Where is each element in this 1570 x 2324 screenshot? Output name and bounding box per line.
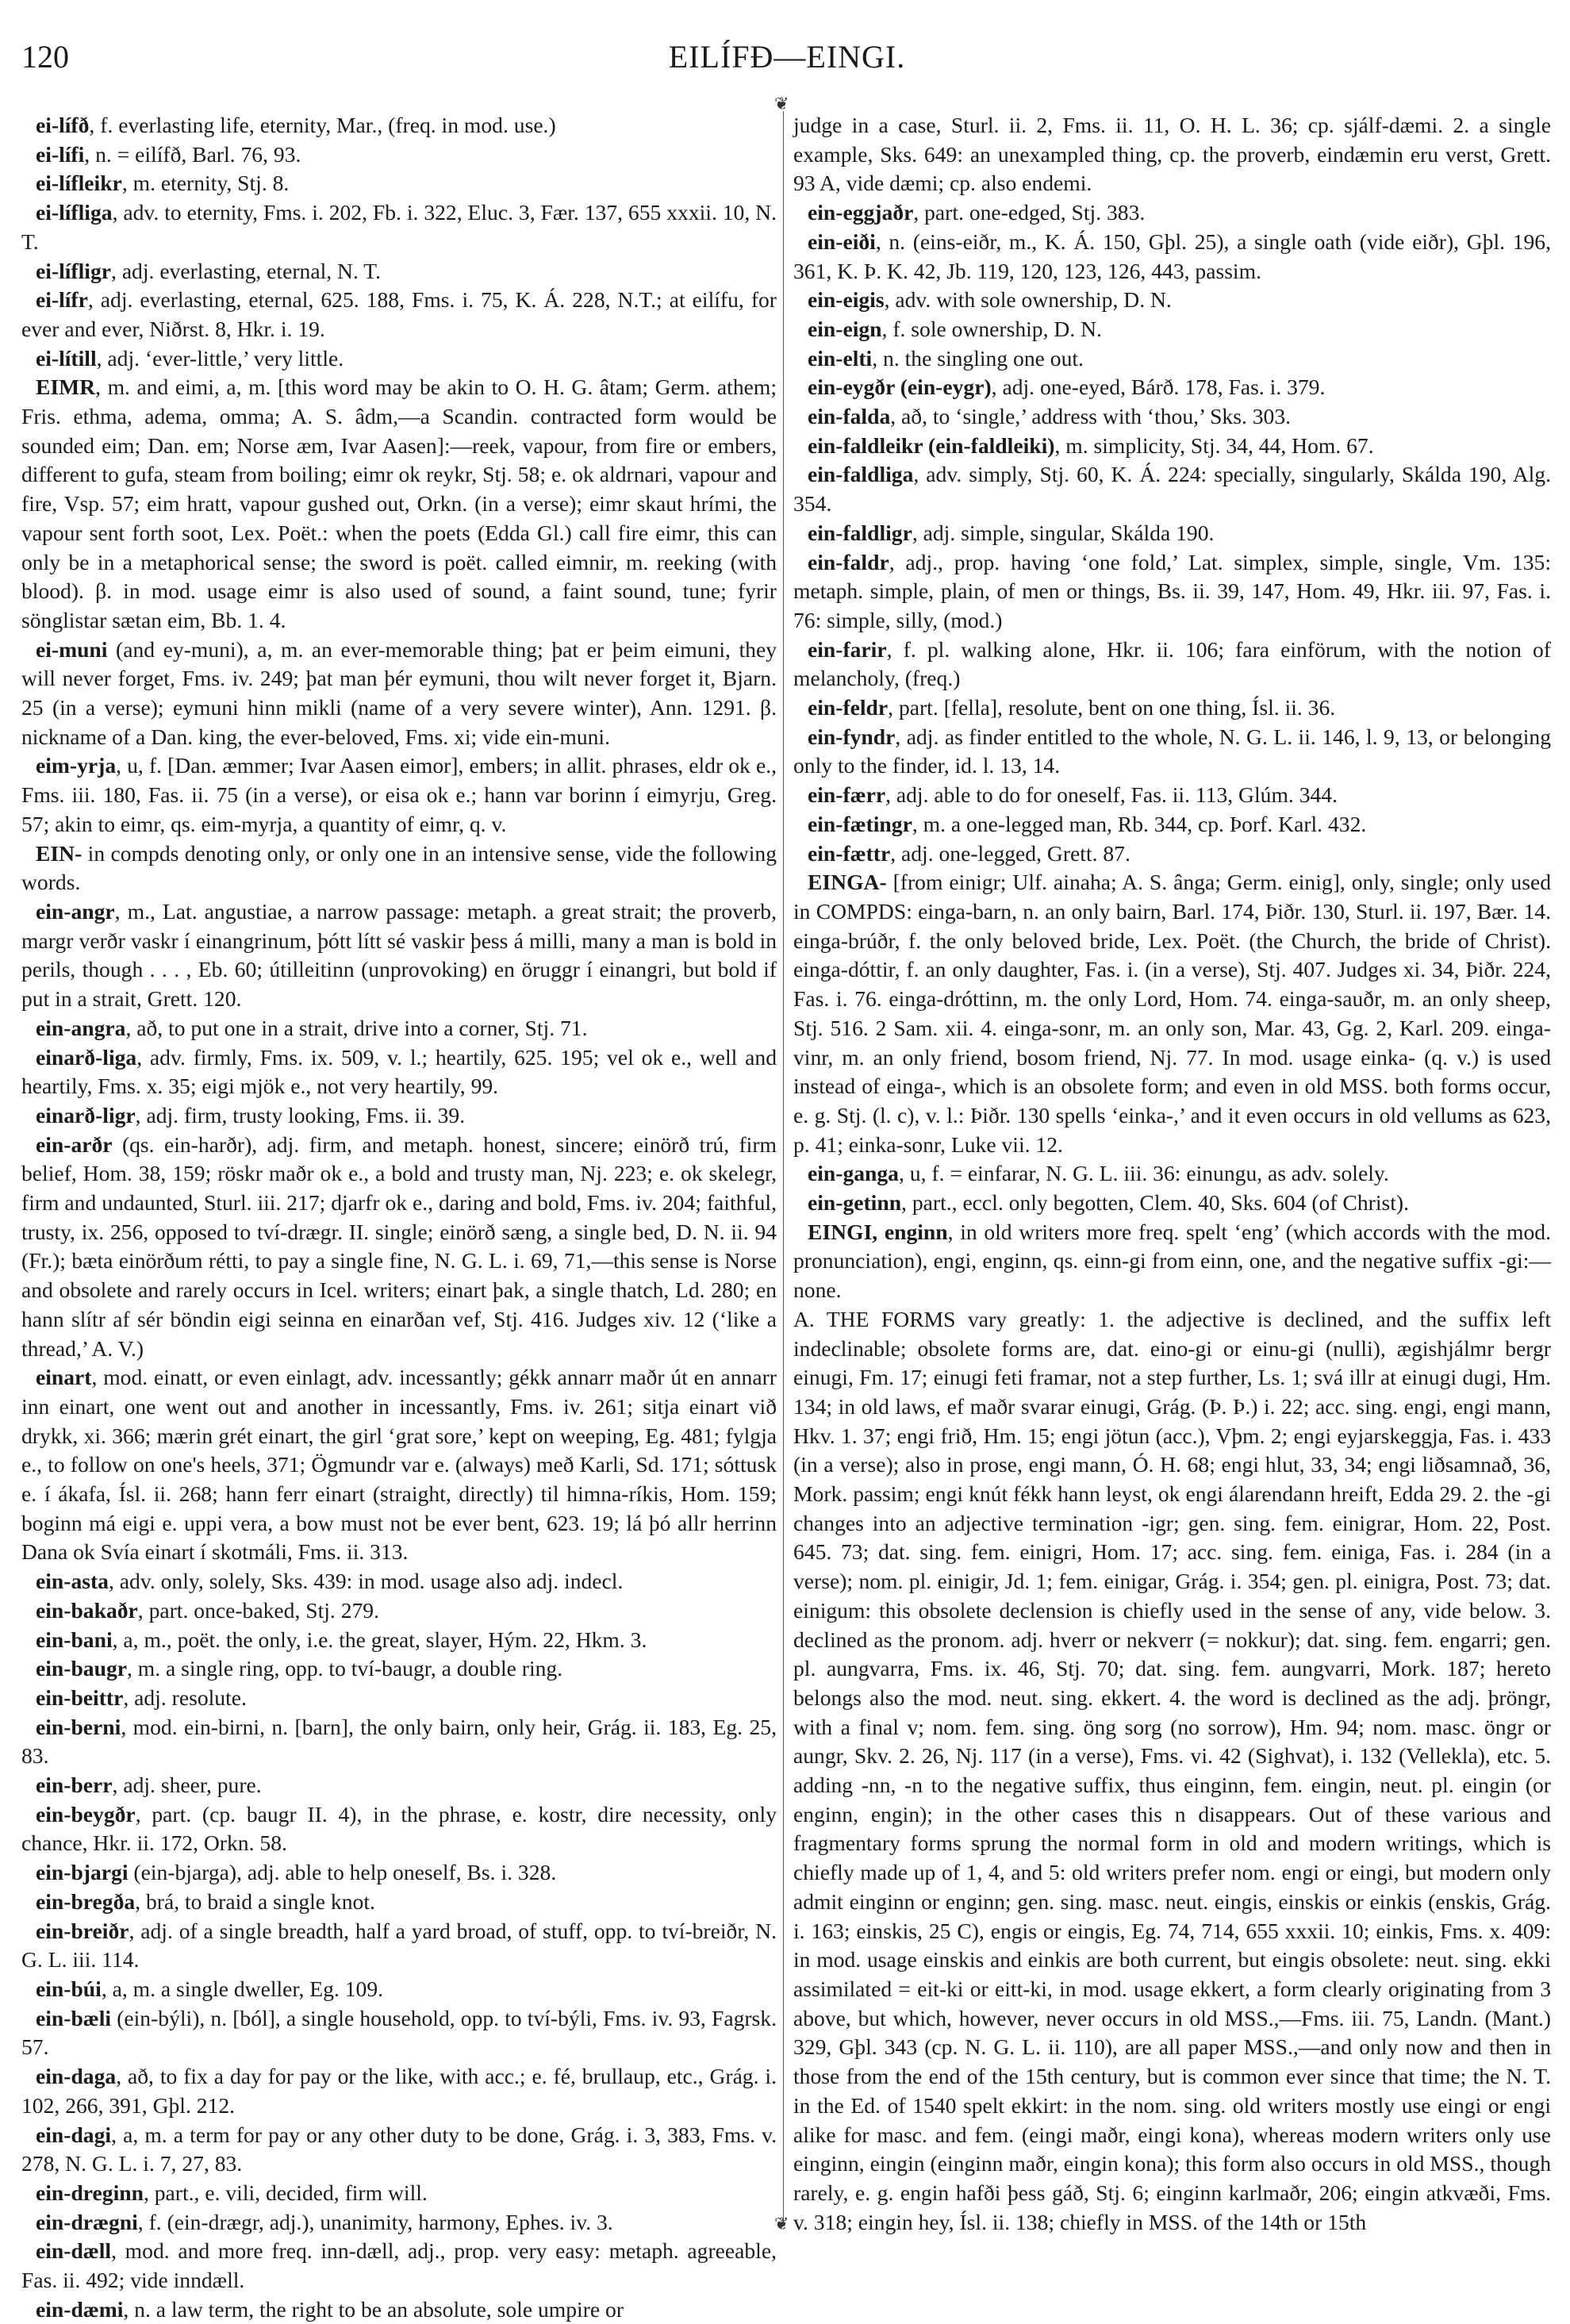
dictionary-entry [21, 1975, 777, 2004]
dictionary-entry [21, 1917, 777, 1975]
entry-definition: , að, to fix a day for pay or the like, with acc.; e. fé, brullaup, etc., Grág. i. 102, 266, 391, Gþl. 212. [21, 2064, 777, 2118]
divider-ornament-top-icon: ❦ [774, 94, 789, 113]
entry-definition: , part. [fella], resolute, bent on one thing, Ísl. ii. 36. [888, 695, 1336, 720]
entry-headword: ein-breiðr [36, 1918, 129, 1943]
entry-headword: ein-eign [808, 316, 882, 341]
entry-definition: (qs. ein-harðr), adj. firm, and metaph. honest, sincere; einörð trú, firm belief, Hom. 38, 159; röskr maðr ok e., a bold and trusty man, Nj. 223; e. ok skelegr, firm and undaunted, Sturl. iii. 217; djarfr ok e., daring and bold, Fms. iv. 204; faithful, trusty, ix. 256, opposed to tví-drægr. II. single; einörð sæng, a single bed, D. N. ii. 94 (Fr.); bæta einörðum rétti, to pay a single fine, N. G. L. i. 69, 71,—this sense is Norse and obsolete and rarely occurs in Icel. writers; einart þak, a single thatch, Ld. 280; en hann slítr af sér böndin eigi seinna en einarðan vef, Stj. 416. Judges xiv. 12 (‘like a thread,’ A. V.) [21, 1131, 777, 1361]
dictionary-entry [21, 2062, 777, 2120]
dictionary-entry [793, 402, 1551, 432]
entry-headword: ei-muni [36, 636, 108, 662]
entry-definition: , f. everlasting life, eternity, Mar., (freq. in mod. use.) [89, 113, 556, 137]
entry-headword: ein-dreginn [36, 2180, 144, 2205]
dictionary-entry [21, 2004, 777, 2062]
dictionary-entry [793, 315, 1551, 344]
dictionary-entry [793, 636, 1551, 693]
dictionary-entry [793, 519, 1551, 548]
dictionary-entry [21, 1800, 777, 1858]
dictionary-entry [21, 1014, 777, 1043]
dictionary-entry [21, 1131, 777, 1364]
entry-headword: EINGI, enginn [808, 1219, 948, 1244]
entry-headword: ei-lífligr [36, 258, 112, 283]
entry-definition: , adj. one-eyed, Bárð. 178, Fas. i. 379. [991, 375, 1326, 400]
page-title: EILÍFÐ—EINGI. [668, 39, 906, 75]
entry-headword: ei-lífð [36, 113, 90, 137]
entry-definition: , a, m., poët. the only, i.e. the great, slayer, Hým. 22, Hkm. 3. [112, 1627, 647, 1652]
entry-headword: ein-færr [808, 782, 886, 808]
entry-definition: , adj. of a single breadth, half a yard broad, of stuff, opp. to tví-breiðr, N. G. L. iii. 114. [21, 1918, 777, 1973]
entry-headword: einarð-ligr [36, 1102, 136, 1127]
dictionary-entry [793, 548, 1551, 636]
column-divider [783, 111, 784, 2222]
entry-definition: , part. one-edged, Stj. 383. [913, 200, 1146, 225]
entry-definition: , part. (cp. baugr II. 4), in the phrase, e. kostr, dire necessity, only chance, Hkr. ii. 172, Orkn. 58. [21, 1801, 777, 1856]
entry-headword: ein-falda [808, 404, 891, 429]
entry-headword: ein-dæll [36, 2238, 112, 2264]
entry-definition: , n. (eins-eiðr, m., K. Á. 150, Gþl. 25), a single oath (vide eiðr), Gþl. 196, 361, K. Þ. K. 42, Jb. 119, 120, 123, 126, 443, passim. [793, 229, 1551, 283]
entry-definition: , part., e. vili, decided, firm will. [143, 2180, 428, 2205]
divider-ornament-bottom-icon: ❦ [774, 2214, 789, 2234]
entry-headword: ein-bæli [36, 2005, 112, 2030]
entry-headword: ein-eiði [808, 229, 876, 254]
entry-headword: ein-drægni [36, 2209, 138, 2234]
entry-definition: , f. (ein-drægr, adj.), unanimity, harmony, Ephes. iv. 3. [137, 2209, 613, 2234]
entry-definition: , að, to put one in a strait, drive into a corner, Stj. 71. [125, 1015, 588, 1040]
entry-definition: , adj. simple, singular, Skálda 190. [912, 520, 1215, 545]
entry-headword: ei-lífi [36, 141, 85, 167]
entry-definition: , adv. with sole ownership, D. N. [884, 287, 1172, 313]
dictionary-entry [21, 1596, 777, 1626]
entry-definition: judge in a case, Sturl. ii. 2, Fms. ii. 11, O. H. L. 36; cp. sjálf-dæmi. 2. a single example, Sks. 649: an unexampled thing, cp. the proverb, eindæmin eru verst, Grett. 93 A, vide dæmi; cp. also endemi. [793, 113, 1551, 196]
entry-definition: , adv. firmly, Fms. ix. 509, v. l.; heartily, 625. 195; vel ok e., well and heartily, Fms. x. 35; eigi mjök e., not very heartily, 99. [21, 1044, 777, 1099]
dictionary-entry [793, 286, 1551, 315]
dictionary-entry [21, 1626, 777, 1655]
entry-headword: ein-elti [808, 345, 873, 371]
dictionary-entry [21, 1713, 777, 1771]
entry-definition: , f. sole ownership, D. N. [881, 316, 1102, 341]
dictionary-entry [793, 839, 1551, 869]
left-column [21, 111, 777, 2324]
dictionary-entry [21, 1888, 777, 1917]
dictionary-entry [21, 140, 777, 170]
entry-definition: , u, f. = einfarar, N. G. L. iii. 36: einungu, as adv. solely. [898, 1161, 1389, 1186]
entry-definition: , m., Lat. angustiae, a narrow passage: metaph. a great strait; the proverb, margr verðr vaskr í einangrinum, þótt lítt sé vaskir þess á milli, many a man is bold in perils, though . . . , Eb. 60; útilleitinn (unprovoking) en öruggr í einangri, but bold if put in a strait, Grett. 120. [21, 898, 777, 1012]
entry-definition: , adv. to eternity, Fms. i. 202, Fb. i. 322, Eluc. 3, Fær. 137, 655 xxxii. 10, N. T. [21, 200, 777, 254]
dictionary-entry [21, 198, 777, 256]
entry-definition: (ein-bjarga), adj. able to help oneself, Bs. i. 328. [128, 1860, 557, 1885]
dictionary-entry [793, 1218, 1551, 1305]
dictionary-entry [793, 1159, 1551, 1189]
dictionary-entry [21, 169, 777, 198]
entry-headword: ein-eggjaðr [808, 200, 914, 225]
entry-headword: ein-bani [36, 1627, 113, 1652]
entry-definition: , brá, to braid a single knot. [135, 1888, 375, 1914]
dictionary-entry [21, 897, 777, 1014]
right-column [793, 111, 1551, 2237]
entry-headword: ein-búi [36, 1976, 102, 2001]
entry-definition: , adj. ‘ever-little,’ very little. [96, 345, 344, 371]
dictionary-entry [793, 693, 1551, 723]
dictionary-entry [21, 373, 777, 635]
entry-definition: , mod. and more freq. inn-dæll, adj., prop. very easy: metaph. agreeable, Fas. ii. 492; vide inndæll. [21, 2238, 777, 2293]
entry-definition: , m. a single ring, opp. to tví-baugr, a double ring. [126, 1656, 563, 1681]
entry-headword: ei-lífleikr [36, 171, 122, 196]
entry-headword: ein-faldligr [808, 520, 912, 545]
entry-headword: ein-faldleikr (ein-faldleiki) [808, 432, 1055, 458]
entry-definition: , m. and eimi, a, m. [this word may be akin to O. H. G. âtam; Germ. athem; Fris. ethma, adema, omma; A. S. âdm,—a Scandin. contracted form would be sounded eim; Dan. em; Norse æm, Ivar Aasen]:—reek, vapour, from fire or embers, different to gufa, steam from boiling; eimr ok reykr, Stj. 58; e. ok aldrnari, vapour and fire, Vsp. 57; eim hratt, vapour gushed out, Orkn. (in a verse); eimr skaut hrími, the vapour sent forth soot, Lex. Poët.: when the poets (Edda Gl.) call fire eimr, this can only be in a metaphorical sense; the sword is poët. called eimnir, m. reeking (with blood). β. in mod. usage eimr is also used of sound, a faint sound, tune; fyrir sönglistar sætan eim, Bb. 1. 4. [21, 375, 777, 632]
entry-headword: ein-arðr [36, 1131, 113, 1157]
entry-definition: , m. a one-legged man, Rb. 344, cp. Þorf. Karl. 432. [912, 811, 1367, 836]
dictionary-entry [793, 868, 1551, 1159]
entry-headword: ein-fættr [808, 840, 891, 866]
entry-headword: ein-farir [808, 636, 887, 662]
entry-headword: einart [36, 1365, 92, 1390]
entry-definition: , adj. as finder entitled to the whole, N. G. L. ii. 146, l. 9, 13, or belonging only to the finder, id. l. 13, 14. [793, 724, 1551, 778]
page-number: 120 [21, 39, 69, 75]
entry-headword: ein-eygðr (ein-eygr) [808, 375, 992, 400]
entry-headword: ein-getinn [808, 1190, 902, 1216]
dictionary-entry [21, 2295, 777, 2324]
entry-headword: ein-angr [36, 898, 115, 924]
entry-definition: , n. a law term, the right to be an absolute, sole umpire or [123, 2296, 624, 2322]
entry-headword: ei-lífr [36, 287, 88, 313]
dictionary-entry [21, 1771, 777, 1800]
dictionary-entry [21, 1043, 777, 1101]
entry-headword: ein-faldliga [808, 462, 914, 487]
entry-headword: eim-yrja [36, 753, 117, 778]
entry-definition: , adj. one-legged, Grett. 87. [890, 840, 1130, 866]
entry-definition: [from einigr; Ulf. ainaha; A. S. ânga; Germ. einig], only, single; only used in COMPDS: einga-barn, n. an only bairn, Barl. 174, Þiðr. 130, Sturl. ii. 197, Bær. 14. einga-brúðr, f. the only beloved bride, Lex. Poët. (the Church, the bride of Christ). einga-dóttir, f. an only daughter, Fas. i. (in a verse), Stj. 407. Judges xi. 34, Þiðr. 224, Fas. i. 76. einga-dróttinn, m. the only Lord, Hom. 74. einga-sauðr, m. an only sheep, Stj. 516. 2 Sam. xii. 4. einga-sonr, m. an only son, Mar. 43, Gg. 2, Karl. 209. einga-vinr, m. an only friend, bosom friend, Nj. 77. In mod. usage einka- (q. v.) is used instead of einga-, which is an obsolete form; and even in old MSS. both forms occur, e. g. Stj. (l. c), v. l.: Þiðr. 130 spells ‘einka-,’ and it even occurs in old vellums as 623, p. 41; einka-sonr, Luke vii. 12. [793, 870, 1551, 1157]
dictionary-entry [21, 1363, 777, 1567]
entry-definition: , f. pl. walking alone, Hkr. ii. 106; fara einförum, with the notion of melancholy, (freq.) [793, 636, 1551, 691]
entry-definition: , mod. einatt, or even einlagt, adv. incessantly; gékk annarr maðr út en annarr inn einart, one went out and another in incessantly, Fms. iv. 261; sitja einart við drykk, xi. 366; mærin grét einart, the girl ‘grat sore,’ kept on weeping, Eg. 481; fylgja e., to follow on one's heels, 371; Ögmundr var e. (always) með Karli, Sd. 171; sóttusk e. í ákafa, Ísl. ii. 268; hann ferr einart (straight, directly) til himna-ríkis, Hom. 159; boginn má eigi e. uppi vera, a bow must not be ever bent, 623. 19; lá þó allr herrinn Dana ok Svía einart í skotmáli, Fms. ii. 313. [21, 1365, 777, 1565]
entry-definition: A. THE FORMS vary greatly: 1. the adjective is declined, and the suffix left indeclinable; obsolete forms are, dat. eino-gi or einu-gi (nulli), ægishjálmr bergr einugi, Fm. 17; einugi feti framar, not a step further, Ls. 1; svá illr at einugi dugi, Hm. 134; in old laws, ef maðr svarar einugi, Grág. (Þ. Þ.) i. 22; acc. sing. engi, engi mann, Hkv. 1. 37; engi frið, Hm. 15; engi jötun (acc.), Vþm. 2; engi eyjarskeggja, Fas. i. 433 (in a verse); also in prose, engi mann, Ó. H. 68; engi hlut, 33, 34; engi liðsamnað, 36, Mork. passim; engi knút fékk hann leyst, ok engi álarendann hreift, Edda 29. 2. the -gi changes into an adjective termination -igr; gen. sing. fem. einigrar, Hom. 22, Post. 645. 73; dat. sing. fem. einigri, Hom. 17; acc. sing. fem. einiga, Fas. i. 284 (in a verse); nom. pl. einigir, Jd. 1; fem. einigar, Grág. i. 354; gen. pl. einigra, Post. 73; dat. einigum: this obsolete declension is chiefly used in the sense of any, vide below. 3. declined as the pronom. adj. hverr or nekverr (= nokkur); dat. sing. fem. engarri; gen. pl. aungvarra, Fms. ix. 46, Stj. 70; dat. sing. fem. aungvarri, Mork. 187; hereto belongs also the mod. neut. sing. ekkert. 4. the word is declined as the adj. þröngr, with a final v; nom. fem. sing. öng sorg (no sorrow), Hm. 94; nom. masc. öngr or aungr, Skv. 2. 26, Nj. 117 (in a verse), Fms. vi. 42 (Sighvat), i. 132 (Vellekla), etc. 5. adding -nn, -n to the negative suffix, thus einginn, fem. eingin, neut. pl. eingin (or enginn, engin); in the other cases this n disappears. Out of these various and fragmentary forms sprung the normal form in old and modern writings, which is chiefly made up of 1, 4, and 5: old writers prefer nom. engi or eingi, but modern only admit einginn or enginn; gen. sing. masc. neut. eingis, einskis or einkis (enskis, Grág. i. 163; einskis, 25 C), engis or eingis, Eg. 74, 714, 655 xxxii. 10; einkis, Fms. x. 409: in mod. usage einskis and einkis are both current, but eingis obsolete: neut. sing. ekki assimilated = eit-ki or eitt-ki, in mod. usage ekkert, a form clearly originating from 3 above, but which, however, never occurs in old MSS.,—Fms. iii. 75, Landn. (Mant.) 329, Gþl. 343 (cp. N. G. L. ii. 110), are all paper MSS.,—and only now and then in those from the end of the 15th century, but is common ever since that time; the N. T. in the Ed. of 1540 spelt ekkirt: in the nom. sing. old writers mostly use eingi or engi alike for masc. and fem. (eingi maðr, eingi kona), whereas modern writers only use einginn, eingin (einginn maðr, eingin kona); this form also occurs in old MSS., though rarely, e. g. engin hafði þess gáð, Stj. 6; einginn karlmaðr, 206; eingin atkvæði, Fms. v. 318; eingin hey, Ísl. ii. 138; chiefly in MSS. of the 14th or 15th [793, 1306, 1551, 2234]
entry-definition: in compds denoting only, or only one in an intensive sense, vide the following words. [21, 840, 777, 895]
entry-definition: , m. eternity, Stj. 8. [121, 171, 290, 196]
dictionary-entry [793, 111, 1551, 198]
entry-definition: , að, to ‘single,’ address with ‘thou,’ Sks. 303. [890, 404, 1292, 429]
entry-headword: ein-bjargi [36, 1860, 129, 1885]
dictionary-entry [21, 2179, 777, 2208]
dictionary-entry [793, 781, 1551, 810]
entry-definition: , u, f. [Dan. æmmer; Ivar Aasen eimor], embers; in allit. phrases, eldr ok e., Fms. iii. 180, Fas. ii. 75 (in a verse), or eisa ok e.; hann var borinn í eimyrju, Greg. 57; akin to eimr, qs. eim-myrja, a quantity of eimr, q. v. [21, 753, 777, 836]
entry-definition: , a, m. a single dweller, Eg. 109. [101, 1976, 384, 2001]
entry-definition: , adj. able to do for oneself, Fas. ii. 113, Glúm. 344. [885, 782, 1338, 808]
entry-headword: ein-daga [36, 2064, 117, 2089]
entry-headword: EIMR [36, 375, 96, 400]
dictionary-entry [793, 373, 1551, 402]
dictionary-entry [793, 1189, 1551, 1218]
entry-headword: EIN- [36, 840, 83, 866]
entry-headword: ein-fætingr [808, 811, 912, 836]
dictionary-entry [21, 1101, 777, 1131]
dictionary-entry [21, 1567, 777, 1596]
entry-headword: ein-dagi [36, 2122, 112, 2147]
dictionary-entry [21, 286, 777, 344]
entry-headword: ein-beygðr [36, 1801, 136, 1827]
entry-definition: , part., eccl. only begotten, Clem. 40, Sks. 604 (of Christ). [901, 1190, 1409, 1216]
entry-headword: ein-angra [36, 1015, 126, 1040]
dictionary-entry [793, 1305, 1551, 2238]
dictionary-entry [21, 839, 777, 897]
entry-definition: , adj. everlasting, eternal, 625. 188, Fms. i. 75, K. Á. 228, N.T.; at eilífu, for ever and ever, Niðrst. 8, Hkr. i. 19. [21, 287, 777, 341]
dictionary-entry [21, 1654, 777, 1684]
dictionary-entry [21, 2121, 777, 2179]
entry-headword: ein-faldr [808, 549, 889, 574]
entry-definition: , adv. only, solely, Sks. 439: in mod. usage also adj. indecl. [108, 1569, 624, 1594]
dictionary-entry [793, 723, 1551, 781]
entry-headword: ein-dæmi [36, 2296, 124, 2322]
dictionary-entry [21, 344, 777, 374]
dictionary-entry [793, 460, 1551, 518]
dictionary-entry [21, 636, 777, 752]
dictionary-entry [21, 2237, 777, 2295]
dictionary-entry [21, 257, 777, 286]
dictionary-entry [793, 228, 1551, 286]
dictionary-entry [21, 111, 777, 140]
entry-definition: , adj., prop. having ‘one fold,’ Lat. simplex, simple, single, Vm. 135: metaph. simple, plain, of men or things, Bs. ii. 39, 147, Hom. 49, Hkr. iii. 97, Fas. i. 76: simple, silly, (mod.) [793, 549, 1551, 632]
entry-headword: ein-feldr [808, 695, 889, 720]
entry-definition: , adj. resolute. [123, 1684, 247, 1710]
entry-headword: ein-bakaðr [36, 1597, 138, 1623]
entry-headword: ein-bregða [36, 1888, 136, 1914]
entry-headword: ein-asta [36, 1569, 109, 1594]
dictionary-entry [21, 1684, 777, 1713]
page-header [21, 38, 1553, 78]
entry-definition: (and ey-muni), a, m. an ever-memorable thing; þat er þeim eimuni, they will never forget, Fms. iv. 249; þat man þér eymuni, thou wilt never forget it, Bjarn. 25 (in a verse); eymuni hinn mikli (name of a very severe winter), Ann. 1291. β. nickname of a Dan. king, the ever-beloved, Fms. xi; vide ein-muni. [21, 636, 777, 749]
dictionary-entry [793, 432, 1551, 461]
entry-headword: ein-eigis [808, 287, 885, 313]
entry-definition: , adj. sheer, pure. [112, 1773, 262, 1798]
entry-headword: ein-beittr [36, 1684, 124, 1710]
entry-headword: ein-berni [36, 1714, 121, 1739]
entry-headword: ei-lítill [36, 345, 97, 371]
dictionary-entry [21, 1858, 777, 1888]
entry-headword: EINGA- [808, 870, 887, 895]
entry-definition: , adj. firm, trusty looking, Fms. ii. 39. [135, 1102, 466, 1127]
entry-definition: , mod. ein-birni, n. [barn], the only bairn, only heir, Grág. ii. 183, Eg. 25, 83. [21, 1714, 777, 1769]
entry-headword: ei-lífliga [36, 200, 113, 225]
entry-headword: ein-ganga [808, 1161, 899, 1186]
entry-definition: , n. the singling one out. [872, 345, 1084, 371]
dictionary-entry [793, 810, 1551, 839]
entry-definition: , adv. simply, Stj. 60, K. Á. 224: specially, singularly, Skálda 190, Alg. 354. [793, 462, 1551, 517]
entry-headword: ein-berr [36, 1773, 113, 1798]
entry-definition: , part. once-baked, Stj. 279. [137, 1597, 379, 1623]
entry-headword: ein-fyndr [808, 724, 896, 749]
entry-definition: (ein-býli), n. [ból], a single household, opp. to tví-býli, Fms. iv. 93, Fagrsk. 57. [21, 2005, 777, 2060]
dictionary-entry [793, 344, 1551, 374]
entry-definition: , a, m. a term for pay or any other duty to be done, Grág. i. 3, 383, Fms. v. 278, N. G. L. i. 7, 27, 83. [21, 2122, 777, 2176]
entry-definition: , in old writers more freq. spelt ‘eng’ (which accords with the mod. pronunciation), engi, enginn, qs. einn-gi from einn, one, and the negative suffix -gi:—none. [793, 1219, 1551, 1303]
dictionary-entry [793, 198, 1551, 228]
entry-definition: , adj. everlasting, eternal, N. T. [111, 258, 381, 283]
entry-definition: , m. simplicity, Stj. 34, 44, Hom. 67. [1054, 432, 1374, 458]
entry-headword: ein-baugr [36, 1656, 127, 1681]
entry-headword: einarð-liga [36, 1044, 137, 1070]
entry-definition: , n. = eilífð, Barl. 76, 93. [84, 141, 301, 167]
dictionary-entry [21, 751, 777, 839]
